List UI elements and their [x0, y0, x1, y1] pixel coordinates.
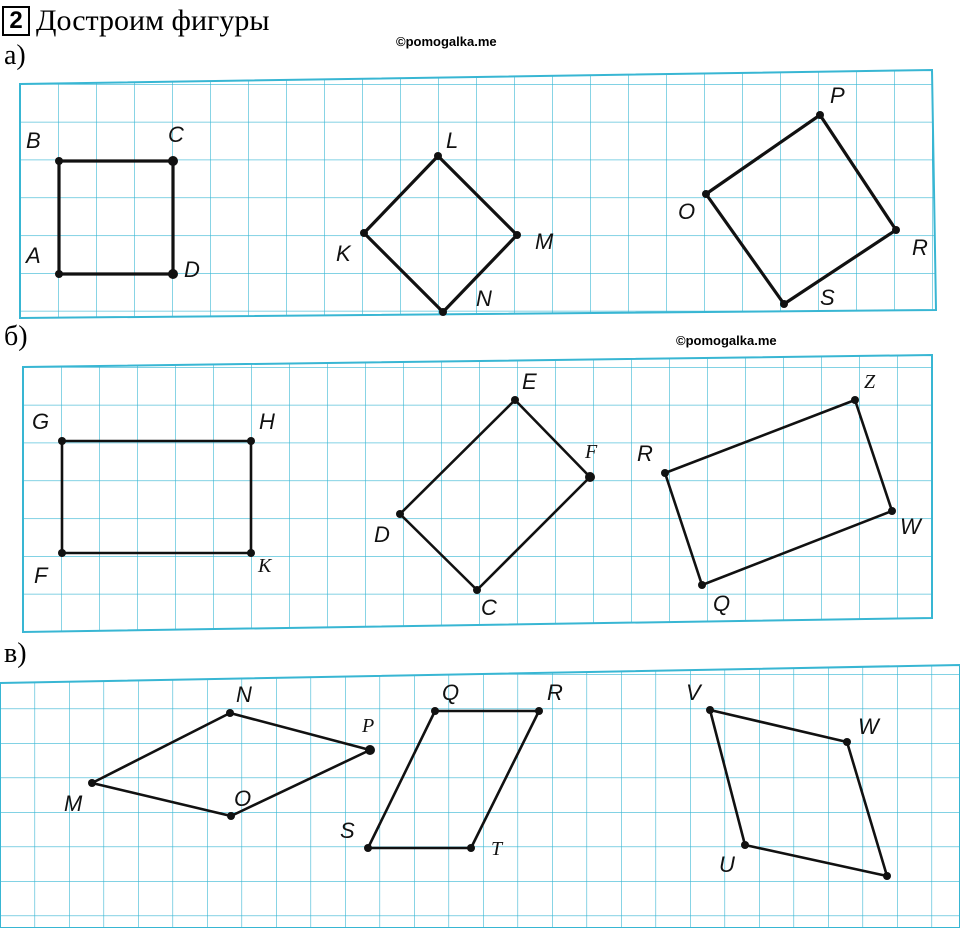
point-label-g: G	[32, 409, 50, 434]
point-label-p: P	[830, 83, 845, 108]
point-label-f: F	[34, 563, 48, 588]
section-label-b: б)	[4, 321, 28, 352]
point-label-q: Q	[713, 591, 731, 616]
point-label-z: Z	[864, 371, 876, 393]
point-label-f: F	[585, 441, 598, 463]
point-label-s: S	[340, 818, 355, 843]
point-label-r: R	[912, 235, 928, 260]
watermark: ©pomogalka.me	[396, 34, 497, 49]
point-label-h: H	[259, 409, 275, 434]
task-heading: Достроим фигуры	[36, 4, 270, 37]
watermark: ©pomogalka.me	[676, 333, 777, 348]
point-label-n: N	[236, 682, 252, 707]
point-label-a: A	[26, 243, 41, 268]
point-label-k: K	[258, 555, 272, 577]
point-label-t: T	[491, 838, 503, 860]
point-label-q: Q	[442, 680, 460, 705]
point-label-b: B	[26, 128, 41, 153]
point-label-m: M	[535, 229, 554, 254]
point-label-d: D	[184, 257, 200, 282]
point-label-c: C	[168, 122, 184, 147]
point-label-u: U	[719, 852, 735, 877]
point-label-m: M	[64, 791, 83, 816]
point-label-s: S	[820, 285, 835, 310]
point-label-r: R	[547, 680, 563, 705]
point-label-o: O	[678, 199, 696, 224]
point-label-k: K	[336, 241, 351, 266]
point-label-c: C	[481, 595, 497, 620]
point-label-o: O	[234, 786, 252, 811]
task-number-box: 2	[2, 6, 30, 36]
point-label-d: D	[374, 522, 390, 547]
point-label-w: W	[900, 514, 921, 539]
section-label-c: в)	[4, 638, 27, 669]
point-label-p: P	[362, 715, 375, 737]
point-label-l: L	[446, 128, 459, 153]
point-label-n: N	[476, 286, 492, 311]
point-label-r: R	[637, 441, 653, 466]
point-label-e: E	[522, 369, 537, 394]
point-label-v: V	[686, 680, 701, 705]
section-label-a: а)	[4, 40, 26, 71]
point-label-w: W	[858, 714, 879, 739]
